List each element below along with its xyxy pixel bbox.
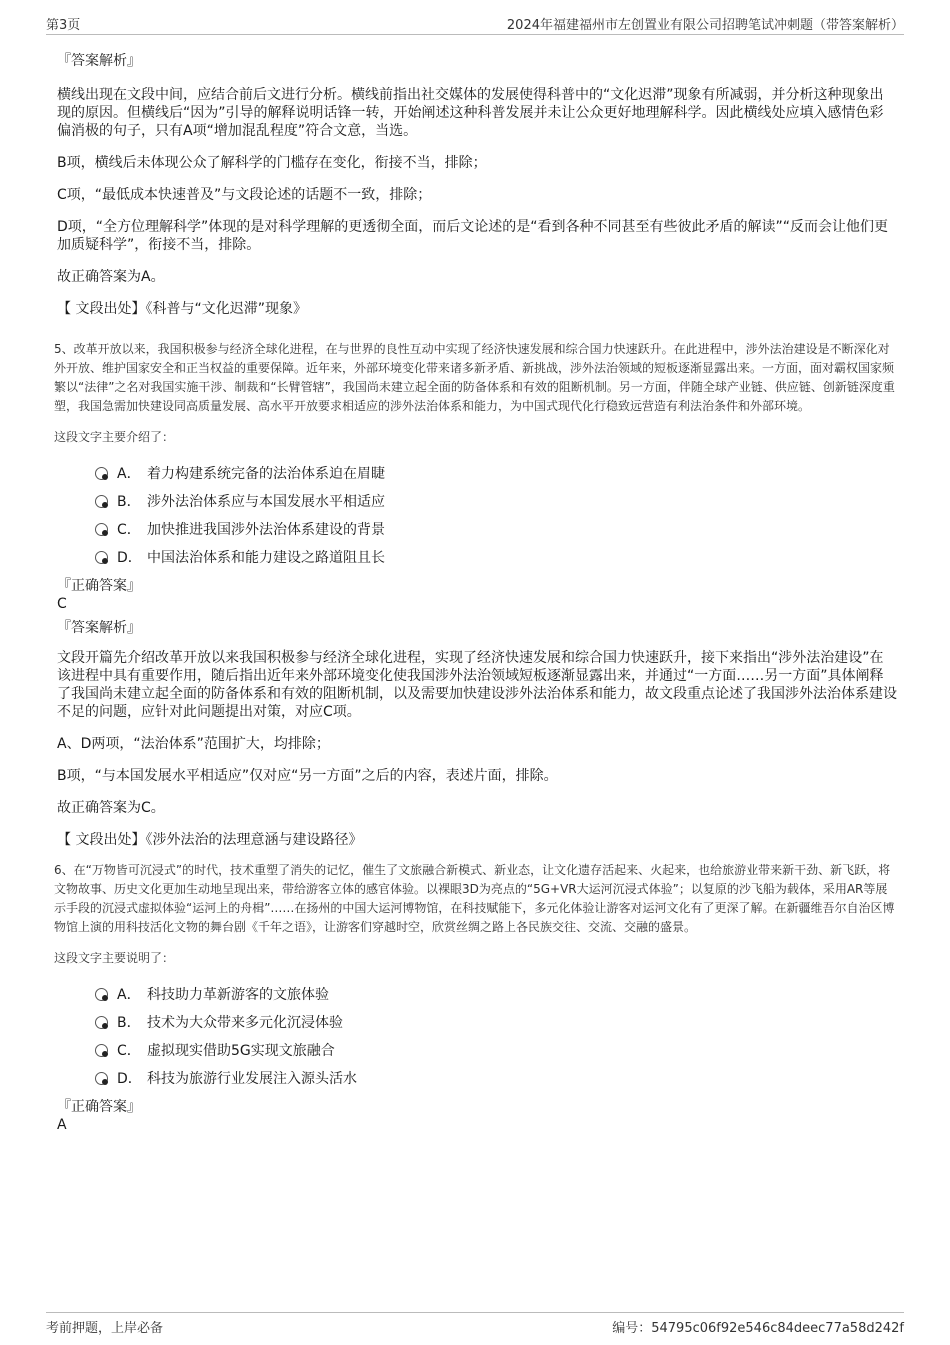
question-text: 5、改革开放以来，我国积极参与经济全球化进程，在与世界的良性互动中实现了经济快速发展和综合国力快速跃升。在此进程中，涉外法治建设是不断深化对外开放、维护国家安全和正当权益的重要保障。近年来，外部环境变化带来诸多新矛盾、新挑战，涉外法治领域的短板逐渐显露出来。一方面，面对霸权国家频繁以“法律”之名对我国实施干涉、制裁和“长臂管辖”，我国尚未建立起全面的防备体系和有效的阻断机制。另一方面，伴随全球产业链、供应链、创新链深度重塑，我国急需加快建设同高质量发展、高水平开放要求相适应的涉外法治体系和能力，为中国式现代化行稳致远营造有利法治条件和外部环境。 [54,342,895,413]
option-b[interactable] [95,1010,897,1038]
analysis-conclusion: 故正确答案为A。 [57,269,165,285]
option-letter: B． [117,494,141,510]
option-text: 科技为旅游行业发展注入源头活水 [147,1071,357,1087]
option-c[interactable] [95,517,897,545]
radio-icon[interactable] [95,1072,108,1085]
option-text: 加快推进我国涉外法治体系建设的背景 [147,522,385,538]
option-d[interactable] [95,545,897,573]
page-number: 第3页 [46,18,81,33]
radio-icon[interactable] [95,467,108,480]
answer-value: C [57,596,67,612]
document-body [54,42,897,1134]
option-d[interactable] [95,1066,897,1094]
radio-icon[interactable] [95,495,108,508]
analysis-paragraph: D项，“全方位理解科学”体现的是对科学理解的更透彻全面，而后文论述的是“看到各种不同甚至有些彼此矛盾的解读”“反而会让他们更加质疑科学”，衔接不当，排除。 [57,219,889,253]
option-letter: C． [117,522,141,538]
option-text: 虚拟现实借助5G实现文旅融合 [147,1043,335,1059]
option-a[interactable] [95,461,897,489]
option-b[interactable] [95,489,897,517]
analysis-tag: 『答案解析』 [57,53,141,69]
analysis-paragraph: C项，“最低成本快速普及”与文段论述的话题不一致，排除； [57,187,432,203]
option-a[interactable] [95,982,897,1010]
analysis-paragraph: B项，“与本国发展水平相适应”仅对应“另一方面”之后的内容，表述片面，排除。 [57,768,558,784]
radio-icon[interactable] [95,551,108,564]
option-letter: D． [117,550,142,566]
question-text: 6、在“万物皆可沉浸式”的时代，技术重塑了消失的记忆，催生了文旅融合新模式、新业态，让文化遗存活起来、火起来，也给旅游业带来新干劲、新飞跃，将文物故事、历史文化更加生动地呈现出来，带给游客立体的感官体验。以裸眼3D为亮点的“5G+VR大运河沉浸式体验”；以复原的沙飞船为载体，采用AR等展示手段的沉浸式虚拟体验“运河上的舟楫”……在扬州的中国大运河博物馆，在科技赋能下，多元化体验让游客对运河文化有了更深了解。在新疆维吾尔自治区博物馆上演的用科技活化文物的舞台剧《千年之语》，让游客们穿越时空，欣赏丝绸之路上各民族交往、交流、交融的盛景。 [54,863,895,934]
option-letter: B． [117,1015,141,1031]
page-header [46,12,904,35]
analysis-paragraph: 横线出现在文段中间，应结合前后文进行分析。横线前指出社交媒体的发展使得科普中的“文化迟滞”现象有所减弱，并分析这种现象出现的原因。但横线后“因为”引导的解释说明话锋一转，开始阐述这种科普发展并未让公众更好地理解科学。因此横线处应填入感情色彩偏消极的句子，只有A项“增加混乱程度”符合文意，当选。 [57,87,884,139]
document-title: 2024年福建福州市左创置业有限公司招聘笔试冲刺题（带答案解析） [506,18,904,33]
option-letter: C． [117,1043,141,1059]
footer-slogan: 考前押题，上岸必备 [46,1321,164,1336]
source-citation: 【 文段出处】《涉外法治的法理意涵与建设路径》 [57,832,363,848]
option-list [57,982,897,1094]
option-c[interactable] [95,1038,897,1066]
document-id: 编号：54795c06f92e546c84deec77a58d242f [612,1321,904,1336]
page-footer [46,1312,904,1335]
option-text: 科技助力革新游客的文旅体验 [147,987,329,1003]
radio-icon[interactable] [95,523,108,536]
option-text: 中国法治体系和能力建设之路道阻且长 [147,550,385,566]
source-citation: 【 文段出处】《科普与“文化迟滞”现象》 [57,301,307,317]
question-prompt: 这段文字主要说明了： [54,951,175,965]
radio-icon[interactable] [95,988,108,1001]
option-text: 着力构建系统完备的法治体系迫在眉睫 [147,466,385,482]
option-list [57,461,897,573]
radio-icon[interactable] [95,1044,108,1057]
option-text: 涉外法治体系应与本国发展水平相适应 [147,494,385,510]
analysis-tag: 『答案解析』 [57,620,141,636]
analysis-paragraph: 文段开篇先介绍改革开放以来我国积极参与经济全球化进程，实现了经济快速发展和综合国力快速跃升，接下来指出“涉外法治建设”在该进程中具有重要作用，随后指出近年来外部环境变化使我国涉外法治领域短板逐渐显露出来，并通过“一方面……另一方面”具体阐释了我国尚未建立起全面的防备体系和有效的阻断机制，以及需要加快建设涉外法治体系和能力，故文段重点论述了我国涉外法治体系建设不足的问题，应针对此问题提出对策，对应C项。 [57,650,897,720]
option-text: 技术为大众带来多元化沉浸体验 [147,1015,343,1031]
answer-tag: 『正确答案』 [57,1099,141,1115]
option-letter: A． [117,987,141,1003]
option-letter: D． [117,1071,142,1087]
analysis-paragraph: B项，横线后未体现公众了解科学的门槛存在变化，衔接不当，排除； [57,155,487,171]
answer-tag: 『正确答案』 [57,578,141,594]
analysis-paragraph: A、D两项，“法治体系”范围扩大，均排除； [57,736,330,752]
answer-value: A [57,1117,67,1133]
question-prompt: 这段文字主要介绍了： [54,430,175,444]
radio-icon[interactable] [95,1016,108,1029]
analysis-conclusion: 故正确答案为C。 [57,800,165,816]
option-letter: A． [117,466,141,482]
